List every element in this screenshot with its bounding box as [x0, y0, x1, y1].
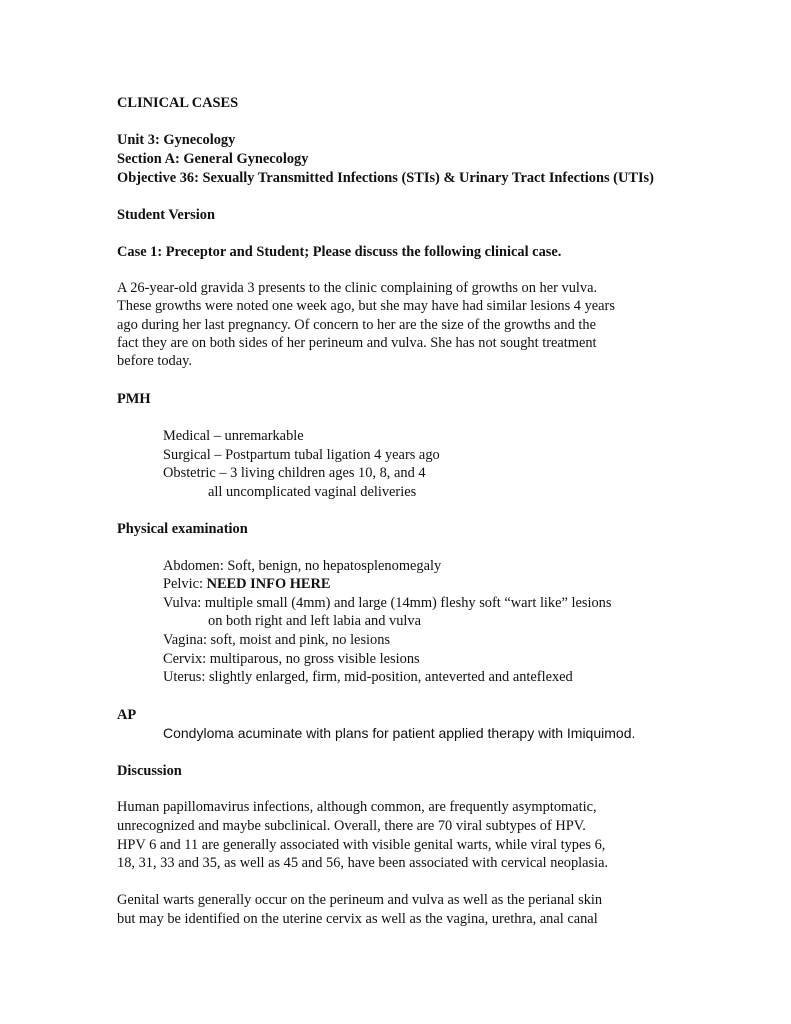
exam-vagina: Vagina: soft, moist and pink, no lesions — [163, 632, 391, 648]
case-heading: Case 1: Preceptor and Student; Please discuss the following clinical case. — [117, 244, 562, 260]
pmh-medical: Medical – unremarkable — [163, 428, 304, 444]
exam-heading: Physical examination — [117, 521, 248, 537]
case-text-line: ago during her last pregnancy. Of concern to her are the size of the growths and the — [117, 317, 596, 333]
exam-vulva: Vulva: multiple small (4mm) and large (14mm) fleshy soft “wart like” lesions — [163, 595, 612, 611]
exam-vulva-continued: on both right and left labia and vulva — [208, 613, 422, 629]
exam-pelvic-value: NEED INFO HERE — [206, 576, 331, 592]
exam-uterus: Uterus: slightly enlarged, firm, mid-position, anteverted and anteflexed — [163, 669, 573, 685]
exam-pelvic-label: Pelvic: — [163, 576, 207, 592]
pmh-surgical: Surgical – Postpartum tubal ligation 4 years ago — [163, 447, 440, 463]
case-text-line: fact they are on both sides of her perineum and vulva. She has not sought treatment — [117, 335, 597, 351]
pmh-obstetric: Obstetric – 3 living children ages 10, 8, and 4 — [163, 465, 426, 481]
discussion-heading: Discussion — [117, 763, 182, 779]
unit-line: Unit 3: Gynecology — [117, 132, 236, 148]
objective-line: Objective 36: Sexually Transmitted Infections (STIs) & Urinary Tract Infections (UTIs) — [117, 170, 654, 186]
exam-cervix: Cervix: multiparous, no gross visible lesions — [163, 651, 420, 667]
section-line: Section A: General Gynecology — [117, 151, 309, 167]
pmh-obstetric-continued: all uncomplicated vaginal deliveries — [208, 484, 417, 500]
exam-abdomen: Abdomen: Soft, benign, no hepatosplenomegaly — [163, 558, 442, 574]
discussion-line: Human papillomavirus infections, although common, are frequently asymptomatic, — [117, 799, 597, 815]
discussion-line: HPV 6 and 11 are generally associated with visible genital warts, while viral types 6, — [117, 837, 606, 853]
exam-pelvic — [163, 575, 331, 593]
discussion-line: but may be identified on the uterine cervix as well as the vagina, urethra, anal canal — [117, 911, 598, 927]
discussion-line: Genital warts generally occur on the perineum and vulva as well as the perianal skin — [117, 892, 603, 908]
version-line: Student Version — [117, 207, 215, 223]
ap-text: Condyloma acuminate with plans for patient applied therapy with Imiquimod. — [163, 725, 636, 741]
pmh-heading: PMH — [117, 391, 151, 407]
ap-heading: AP — [117, 707, 137, 723]
doc-title: CLINICAL CASES — [117, 95, 239, 111]
case-text-line: A 26-year-old gravida 3 presents to the clinic complaining of growths on her vulva. — [117, 280, 598, 296]
case-text-line: before today. — [117, 353, 192, 369]
case-text-line: These growths were noted one week ago, but she may have had similar lesions 4 years — [117, 298, 615, 314]
discussion-line: 18, 31, 33 and 35, as well as 45 and 56, have been associated with cervical neoplasia. — [117, 855, 609, 871]
discussion-line: unrecognized and maybe subclinical. Overall, there are 70 viral subtypes of HPV. — [117, 818, 586, 834]
